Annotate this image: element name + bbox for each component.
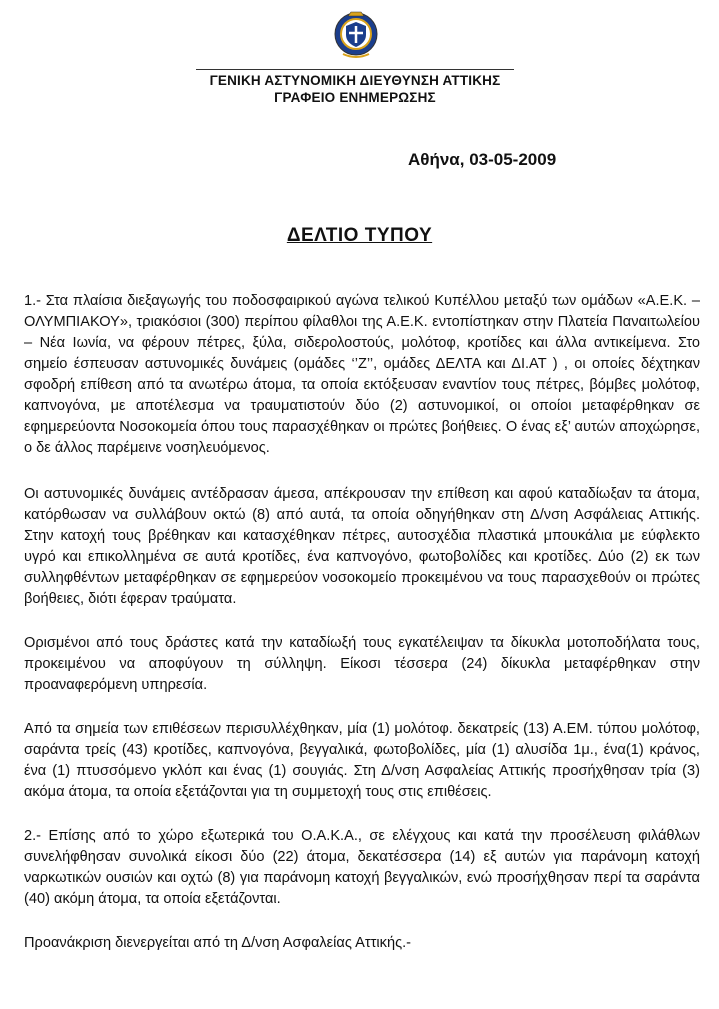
police-emblem-icon bbox=[333, 10, 379, 60]
paragraph-6: Προανάκριση διενεργείται από τη Δ/νση Ασφαλείας Αττικής.- bbox=[24, 935, 412, 951]
paragraph-5: 2.- Επίσης από το χώρο εξωτερικά του Ο.Α.Κ.Α., σε ελέγχους και κατά την προσέλευση φιλάθλων συνελήφθησαν συνολικά είκοσι δύο (22) άτομα, δεκατέσσερα (14) εξ αυτών για παράνομη κατοχή ναρκωτικών ουσιών και οχτώ (8) για παράνομη κατοχή βεγγαλικών, ενώ προσήχθησαν περί τα σαράντα (40) ακόμη άτομα, τα οποία εξετάζονται. bbox=[24, 828, 700, 907]
document-title-wrap bbox=[0, 225, 719, 247]
paragraph-2: Οι αστυνομικές δυνάμεις αντέδρασαν άμεσα, απέκρουσαν την επίθεση και αφού καταδίωξαν τα άτομα, κατόρθωσαν να συλλάβουν οκτώ (8) από αυτά, τα οποία οδηγήθηκαν στη Δ/νση Ασφάλειας Αττικής. Στην κατοχή τους βρέθηκαν και κατασχέθηκαν πέτρες, αυτοσχέδια πλαστικά μπουκάλια με εύφλεκτο υγρό και επικολλημένα σε αυτά κροτίδες, ένα καπνογόνο, φωτοβολίδες και κροτίδες. Δύο (2) εκ των συλληφθέντων μεταφέρθηκαν σε εφημερεύον νοσοκομείο προκειμένου να τους παρασχεθούν οι πρώτες βοήθειες, διότι έφεραν τραύματα. bbox=[24, 486, 700, 607]
document-title: ΔΕΛΤΙΟ ΤΥΠΟΥ bbox=[286, 225, 433, 246]
agency-header bbox=[190, 72, 520, 106]
agency-name: ΓΕΝΙΚΗ ΑΣΤΥΝΟΜΙΚΗ ΔΙΕΥΘΥΝΣΗ ΑΤΤΙΚΗΣ bbox=[209, 73, 501, 88]
header-divider bbox=[196, 69, 514, 70]
paragraph-3: Ορισμένοι από τους δράστες κατά την καταδίωξή τους εγκατέλειψαν τα δίκυκλα μοτοποδήλατα τους, προκειμένου να αποφύγουν τη σύλληψη. Είκοσι τέσσερα (24) δίκυκλα μεταφέρθηκαν στην προαναφερόμενη υπηρεσία. bbox=[24, 635, 700, 693]
office-name: ΓΡΑΦΕΙΟ ΕΝΗΜΕΡΩΣΗΣ bbox=[274, 90, 436, 105]
release-date: Αθήνα, 03-05-2009 bbox=[408, 150, 557, 169]
document-body bbox=[24, 291, 700, 954]
paragraph-4: Από τα σημεία των επιθέσεων περισυλλέχθηκαν, μία (1) μολότοφ. δεκατρείς (13) Α.ΕΜ. τύπου μολότοφ, σαράντα τρείς (43) κροτίδες, καπνογόνα, βεγγαλικά, φωτοβολίδες, μία (1) αλυσίδα 1μ., ένα(1) κράνος, ένα (1) πτυσσόμενο γκλόπ και ένας (1) σουγιάς. Στη Δ/νση Ασφαλείας Αττικής προσήχθησαν τρία (3) ακόμα άτομα, τα οποία εξετάζονται για τη συμμετοχή τους στις επιθέσεις. bbox=[24, 721, 700, 800]
paragraph-1: 1.- Στα πλαίσια διεξαγωγής του ποδοσφαιρικού αγώνα τελικού Κυπέλλου μεταξύ των ομάδων «Α.Ε.Κ. – ΟΛΥΜΠΙΑΚΟΥ», τριακόσιοι (300) περίπου φίλαθλοι της Α.Ε.Κ. εντοπίστηκαν στην Πλατεία Παναιτωλείου – Νέα Ιωνία, να φέρουν πέτρες, ξύλα, σιδερολοστούς, μολότοφ, κροτίδες και άλλα αντικείμενα. Στο σημείο έσπευσαν αστυνομικές δυνάμεις (ομάδες ‘’Ζ’’, ομάδες ΔΕΛΤΑ και ΔΙ.ΑΤ ) , οι οποίες δέχτηκαν σφοδρή επίθεση από τα ανωτέρω άτομα, τα οποία εκτόξευσαν εναντίον τους πέτρες, βόμβες μολότοφ, καπνογόνα, με αποτέλεσμα να τραυματιστούν δύο (2) αστυνομικοί, οι οποίοι μεταφέρθηκαν σε εφημερεύοντα Νοσοκομεία όπου τους παρασχέθηκαν οι πρώτες βοήθειες. Ο ένας εξ’ αυτών αποχώρησε, ο δε άλλος παρέμεινε νοσηλευόμενος. bbox=[24, 293, 700, 456]
